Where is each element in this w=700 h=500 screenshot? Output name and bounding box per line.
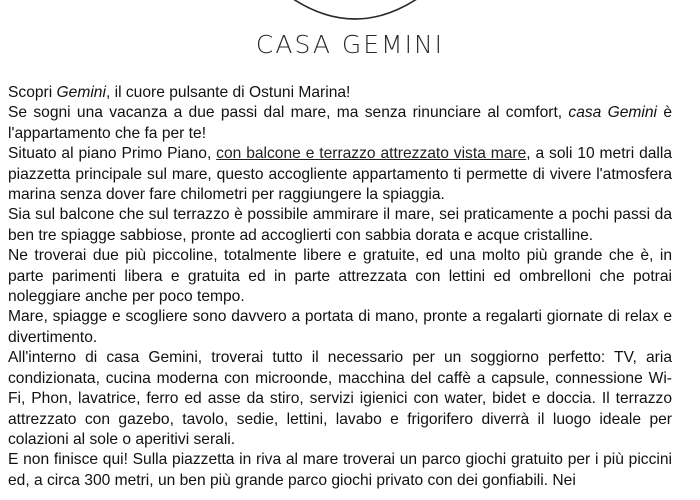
intro-name: Gemini <box>56 84 106 101</box>
logo-arc-icon <box>270 0 440 20</box>
dream-paragraph <box>8 103 672 144</box>
brand-title: CASA GEMINI <box>255 30 445 59</box>
intro-text-start: Scopri <box>8 84 57 101</box>
beaches-paragraph: Ne troverai due più piccoline, totalmente libere e gratuite, ed una molto più grande che è, in parte parimenti libera e gratuita ed in parte attrezzata con lettini ed ombrelloni che potrai noleggiare anche per poco tempo. <box>8 247 672 306</box>
balcony-terrace-link[interactable]: con balcone e terrazzo attrezzato vista mare <box>216 145 527 163</box>
more-paragraph: E non finisce qui! Sulla piazzetta in riva al mare troverai un parco giochi gratuito per i più piccini ed, a circa 300 metri, un ben più grande parco giochi privato con dei gonfiabili. Nei <box>8 451 672 489</box>
view-paragraph: Sia sul balcone che sul terrazzo è possibile ammirare il mare, sei praticamente a pochi passi da ben tre spiagge sabbiose, pronte ad accoglierti con sabbia dorata e acque cristalline. <box>8 206 672 244</box>
intro-paragraph <box>8 83 672 103</box>
dream-text-start: Se sogni una vacanza a due passi dal mare, ma senza rinunciare al comfort, <box>8 104 569 122</box>
intro-text-end: , il cuore pulsante di Ostuni Marina! <box>105 84 351 101</box>
location-paragraph <box>8 144 672 205</box>
dream-name: casa Gemini <box>568 104 658 122</box>
description-text <box>8 83 672 491</box>
location-text-start: Situato al piano Primo Piano, <box>8 145 217 163</box>
interior-paragraph: All'interno di casa Gemini, troverai tutto il necessario per un soggiorno perfetto: TV, aria condizionata, cucina moderna con microonde, macchina del caffè a capsule, connessione Wi-Fi, Phon, lavatrice, ferro ed asse da stiro, servizi igienici con water, bidet e doccia. Il terrazzo attrezzato con gazebo, tavolo, sedie, lettini, lavabo e frigorifero diverrà il luogo ideale per colazioni al sole o aperitivi serali. <box>8 349 672 448</box>
location-text-end: , a soli 10 metri dalla piazzetta principale sul mare, questo accogliente appartamento ti permette di vivere l'atmosfera marina senza dover fare chilometri per raggiungere la spiaggia. <box>8 145 673 204</box>
dream-text-end: è l'appartamento che fa per te! <box>8 104 672 142</box>
sea-paragraph: Mare, spiagge e scogliere sono davvero a portata di mano, pronte a regalarti giornate di relax e divertimento. <box>8 308 672 346</box>
